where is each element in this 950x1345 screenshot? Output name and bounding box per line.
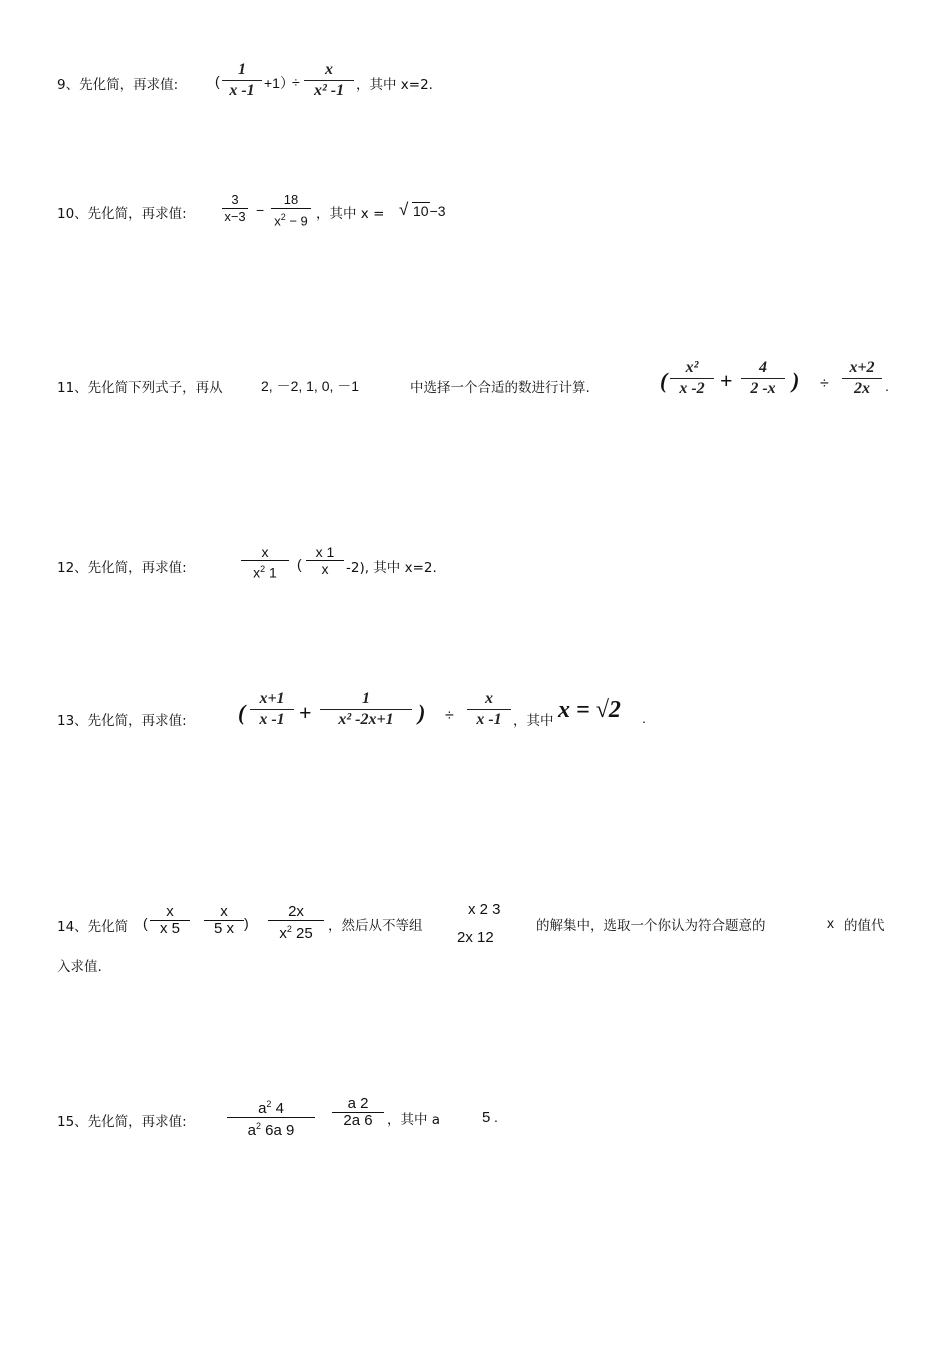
x-equals-sqrt-2: x = √2 xyxy=(558,697,621,723)
fraction-x-over-x-minus-1: $\frac{x}{x -1}$ xyxy=(467,689,511,730)
problem-13-label: 13、先化简，再求值: xyxy=(57,713,187,729)
inequality-1: x 2 3 xyxy=(468,901,501,918)
sqrt-sign: √ xyxy=(399,200,409,219)
period: . xyxy=(642,710,646,726)
problem-11-instruction: 中选择一个合适的数进行计算. xyxy=(410,380,590,396)
plus-one: +1） xyxy=(264,75,294,91)
problem-13-condition: ，其中 xyxy=(513,713,554,729)
fraction-a2-4-over-quadratic: $\frac{a^2 4}{a^2 6a 9}$ xyxy=(227,1096,315,1139)
problem-12-label: 12、先化简，再求值: xyxy=(57,560,187,576)
problem-14-line-2: 入求值. xyxy=(57,959,102,975)
sqrt-value: 10−3 xyxy=(413,203,446,219)
fraction-x-1-over-x: $\frac{x 1}{x}$ xyxy=(306,544,344,577)
left-paren: ( xyxy=(143,915,148,931)
fraction-x-over-x2-1: $\frac{x}{x^2 1}$ xyxy=(241,544,289,581)
problem-14-label: 14、先化简 xyxy=(57,919,129,935)
fraction-x-over-x-5: $\frac{x}{x 5}$ xyxy=(150,904,190,937)
plus-sign: + xyxy=(299,700,312,725)
period: . xyxy=(885,378,889,394)
fraction-a-2-over-2a-6: $\frac{a 2}{2a 6}$ xyxy=(332,1096,384,1129)
fraction-2x-over-x2-25: $\frac{2x}{x^2 25}$ xyxy=(268,904,324,942)
fraction-18-over-x2-minus-9: $\frac{18}{x^2 - 9}$ xyxy=(271,192,311,229)
fraction-x-plus-1-over-x-minus-1: $\frac{x+1}{x -1}$ xyxy=(250,689,294,730)
fraction-x-over-5-x: $\frac{x}{5 x}$ xyxy=(204,904,244,937)
fraction-1-over-x-minus-1: $\frac{1}{x -1}$ xyxy=(222,60,262,101)
problem-12-condition: -2), 其中 x=2. xyxy=(346,560,437,576)
problem-9-condition: ，其中 x=2. xyxy=(356,77,433,93)
problem-14-instruction-3: 的值代 xyxy=(844,918,885,934)
problem-15-condition: ，其中 a xyxy=(387,1112,441,1128)
variable-x: x xyxy=(827,915,834,931)
problem-9-label: 9、先化简，再求值: xyxy=(57,77,179,93)
fraction-1-over-quadratic: $\frac{1}{\text{x² -2x+1}}$ xyxy=(320,689,412,730)
fraction-x2-over-x-minus-2: $\frac{\text{x²}}{x -2}$ xyxy=(670,358,714,399)
problem-14-instruction-2: 的解集中，选取一个你认为符合题意的 xyxy=(536,918,766,934)
divide-sign: ÷ xyxy=(820,375,829,392)
fraction-4-over-2-minus-x: $\frac{4}{2 -x}$ xyxy=(741,358,785,399)
problem-14-instruction: ，然后从不等组 xyxy=(328,918,423,934)
fraction-x-over-x2-minus-1: $\frac{x}{\text{x² -1}}$ xyxy=(304,60,354,101)
divide-sign: ÷ xyxy=(445,707,454,724)
problem-10-condition: ，其中 x = xyxy=(316,206,385,222)
problem-15-label: 15、先化简，再求值: xyxy=(57,1114,187,1130)
fraction-3-over-x-minus-3: $\frac{3}{x-3}$ xyxy=(222,192,248,225)
left-paren: ( xyxy=(660,368,668,393)
problem-11-label: 11、先化简下列式子，再从 xyxy=(57,380,223,396)
right-paren: ) xyxy=(792,368,800,393)
value-5: 5 xyxy=(482,1109,491,1126)
period: . xyxy=(494,1109,498,1125)
candidate-numbers: 2, －2, 1, 0, －1 xyxy=(261,378,360,394)
left-paren: ( xyxy=(215,73,220,89)
right-paren: ) xyxy=(418,700,426,725)
plus-sign: + xyxy=(720,368,733,393)
inequality-2: 2x 12 xyxy=(457,929,494,946)
fraction-x-plus-2-over-2x: $\frac{x+2}{2x}$ xyxy=(842,358,882,399)
problem-10-label: 10、先化简，再求值: xyxy=(57,206,187,222)
divide-sign: ÷ xyxy=(292,74,300,90)
minus-sign: − xyxy=(256,202,265,218)
left-paren: ( xyxy=(238,700,246,725)
right-paren: ) xyxy=(244,915,249,931)
left-paren: ( xyxy=(297,556,302,572)
